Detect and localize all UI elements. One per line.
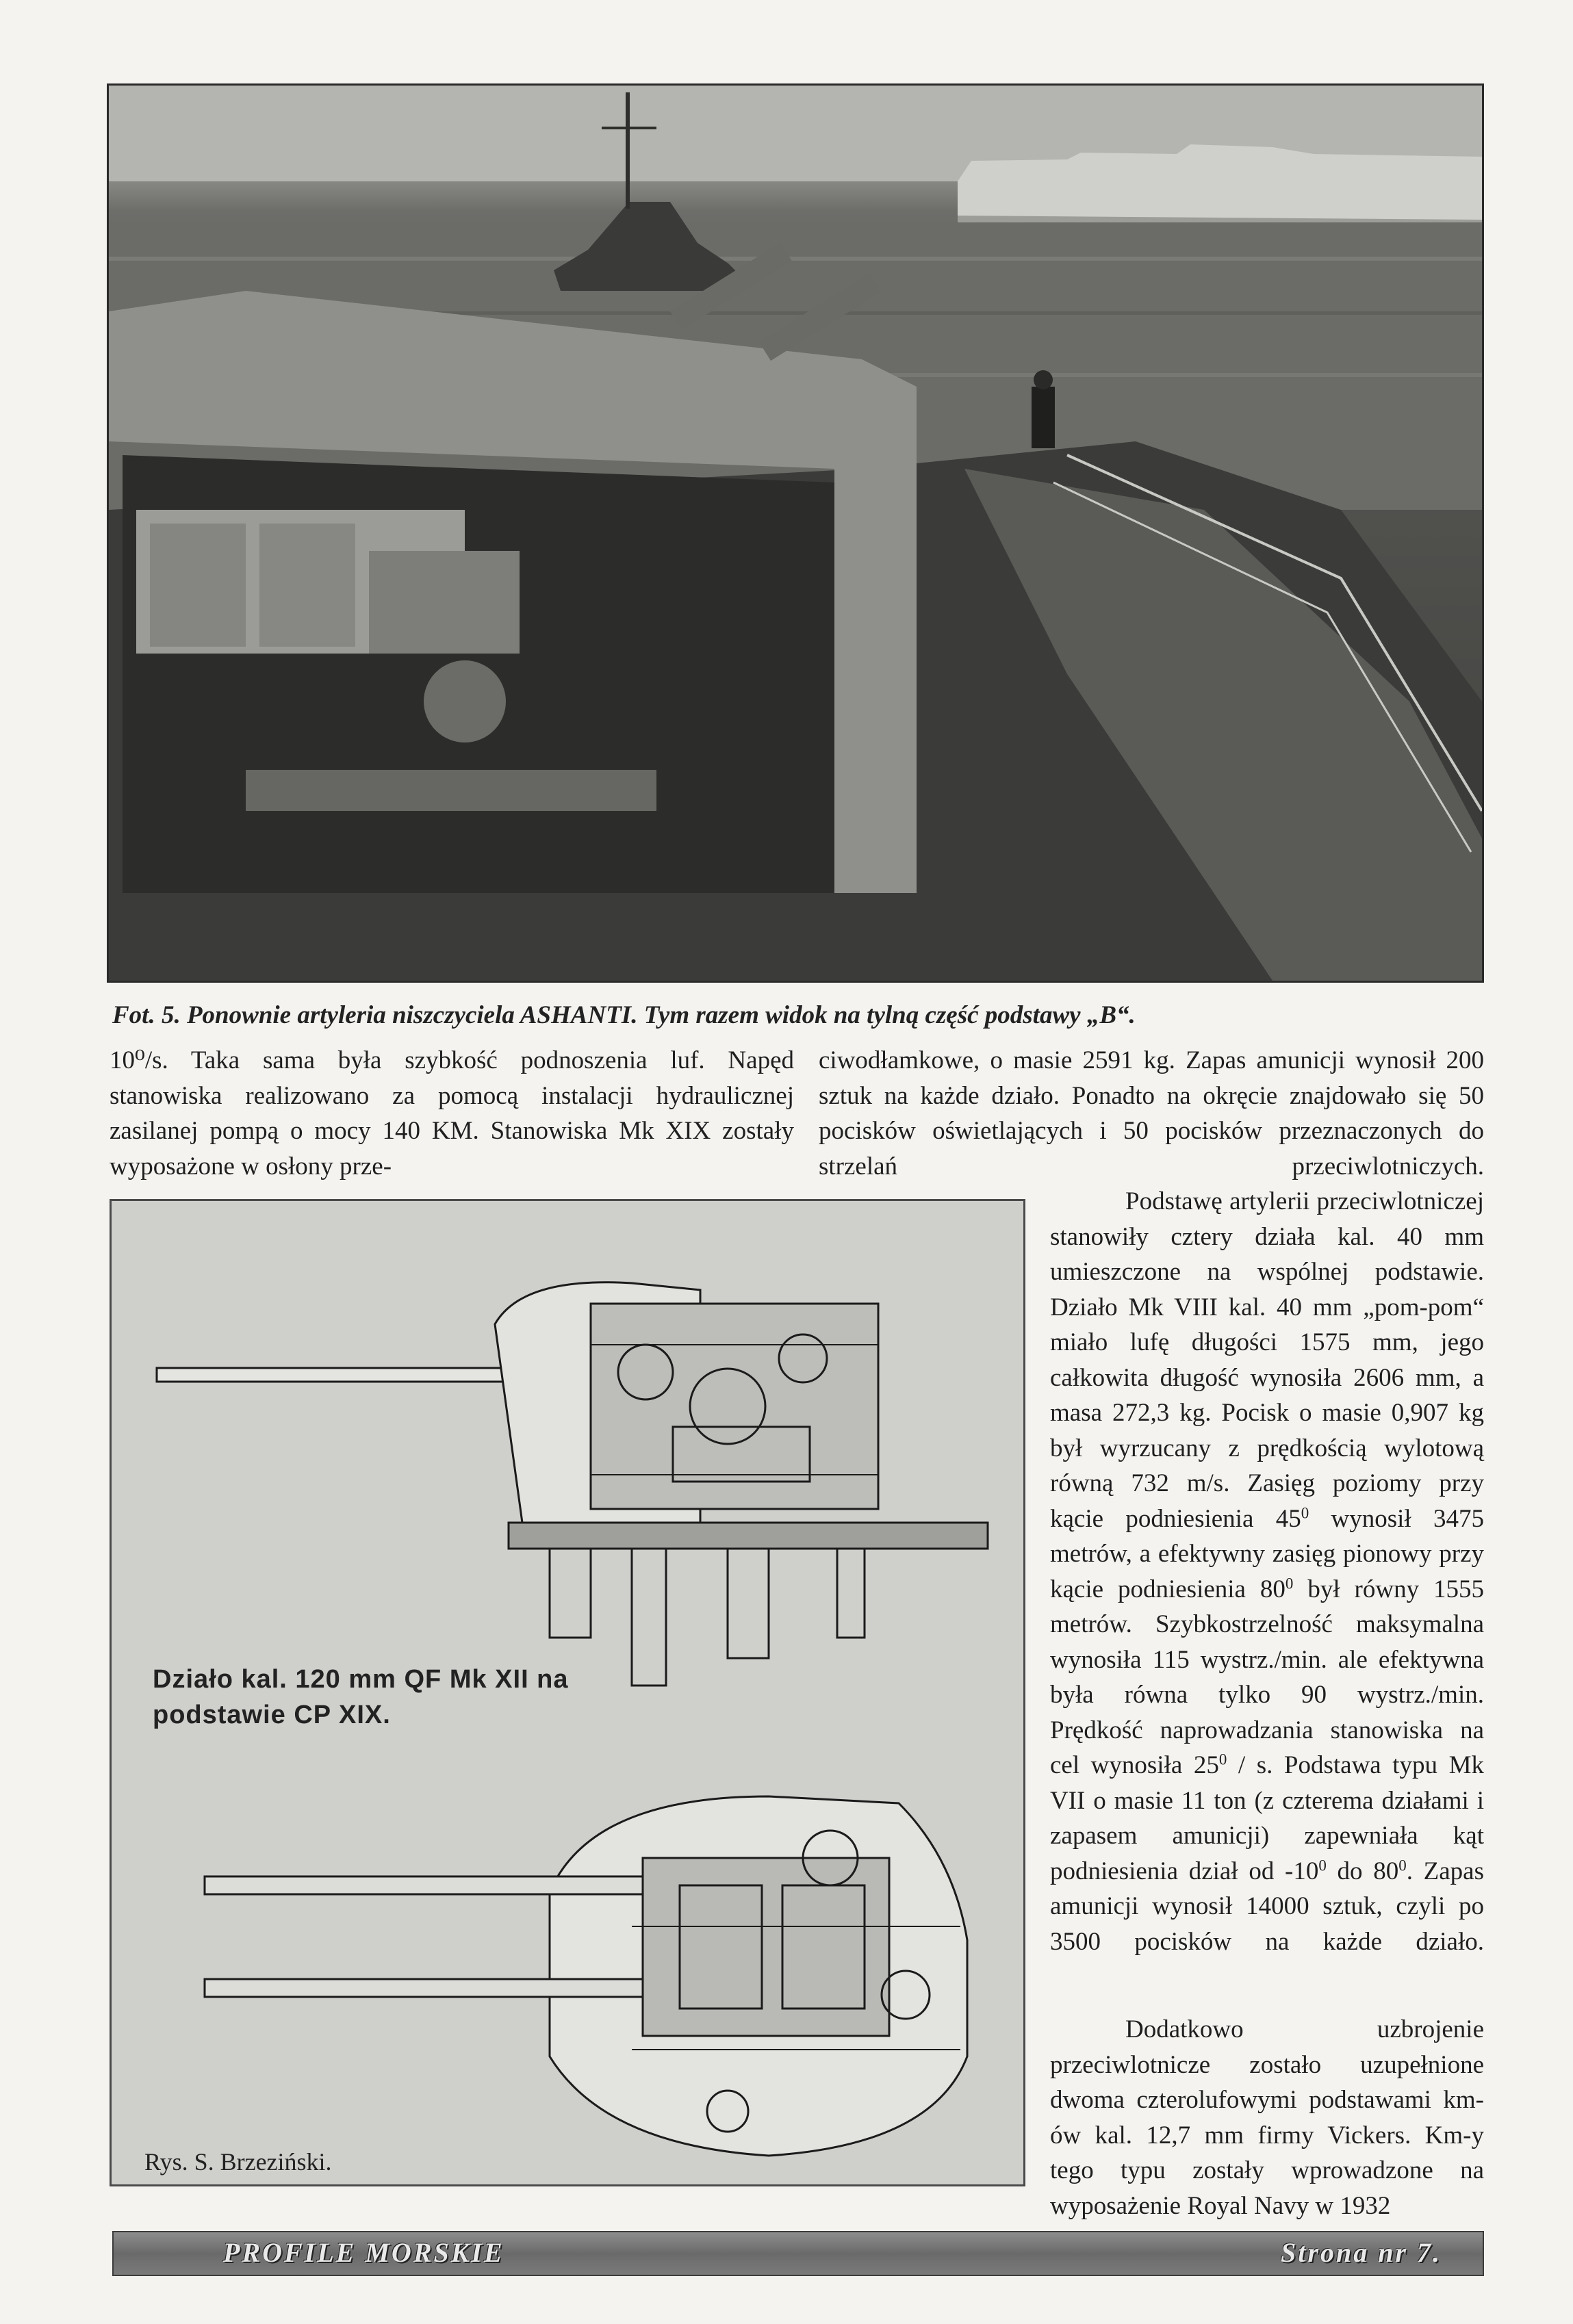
right-column-paragraph-3: Dodatkowo uzbrojenie przeciwlotnicze zostało uzupełnione dwoma czterolufowymi podstawami km-ów kal. 12,7 mm firmy Vickers. Km-y tego typu zostały wprowadzone na wyposażenie Royal Navy w 1932 <box>1050 2015 1484 2220</box>
gun-drawing-panel <box>110 1199 1025 2186</box>
photo-caption: Fot. 5. Ponownie artyleria niszczyciela ASHANTI. Tym razem widok na tylną część podstawy „B“. <box>112 1001 1136 1029</box>
page-footer <box>112 2231 1484 2276</box>
left-column-paragraph: 10⁰/s. Taka sama była szybkość podnoszenia luf. Napęd stanowiska realizowano za pomocą instalacji hydraulicznej zasilanej pompą o mocy 140 KM. Stanowiska Mk XIX zostały wyposażone w osłony prze- <box>110 1046 794 1180</box>
footer-magazine-title: PROFILE MORSKIE <box>223 2237 504 2268</box>
drawing-credit: Rys. S. Brzeziński. <box>144 2148 332 2175</box>
right-column-paragraph-1: ciwodłamkowe, o masie 2591 kg. Zapas amunicji wynosił 200 sztuk na każde działo. Ponadto na okręcie znajdowało się 50 pocisków oświetlających i 50 pocisków przeznaczonych do strzelań przeciwlotniczych. <box>819 1046 1484 1180</box>
footer-page-number: Strona nr 7. <box>1281 2237 1442 2268</box>
right-column-paragraph-2: Podstawę artylerii przeciwlotniczej stanowiły cztery działa kal. 40 mm umieszczone na wspólnej podstawie. Działo Mk VIII kal. 40 mm „pom-pom“ miało lufę długości 1575 mm, jego całkowita długość wynosiła 2606 mm, a masa 272,3 kg. Pocisk o masie 0,907 kg był wyrzucany z prędkością wylotową równą 732 m/s. Zasięg poziomy przy kącie podniesienia $45^0$ wynosił 3475 metrów, a efektywny zasięg pionowy przy kącie podniesienia $80^0$ był równy 1555 metrów. Szybkostrzelność maksymalna wynosiła 115 wystrz./min. ale efektywna była równa tylko 90 wystrz./min. Prędkość naprowadzania stanowiska na cel wynosiła $25^0$ / s. Podstawa typu Mk VII o masie 11 ton (z czterema działami i zapasem amunicji) zapewniała kąt podniesienia dział od $-10^0$ do $80^0$. Zapas amunicji wynosił 14000 sztuk, czyli po 3500 pocisków na każde działo. <box>1050 1187 1484 1956</box>
photo-image <box>109 86 1482 981</box>
photo-ashanti-gun-mount <box>107 83 1484 983</box>
drawing-title: Działo kal. 120 mm QF Mk XII na podstawie CP XIX. <box>153 1665 569 1729</box>
